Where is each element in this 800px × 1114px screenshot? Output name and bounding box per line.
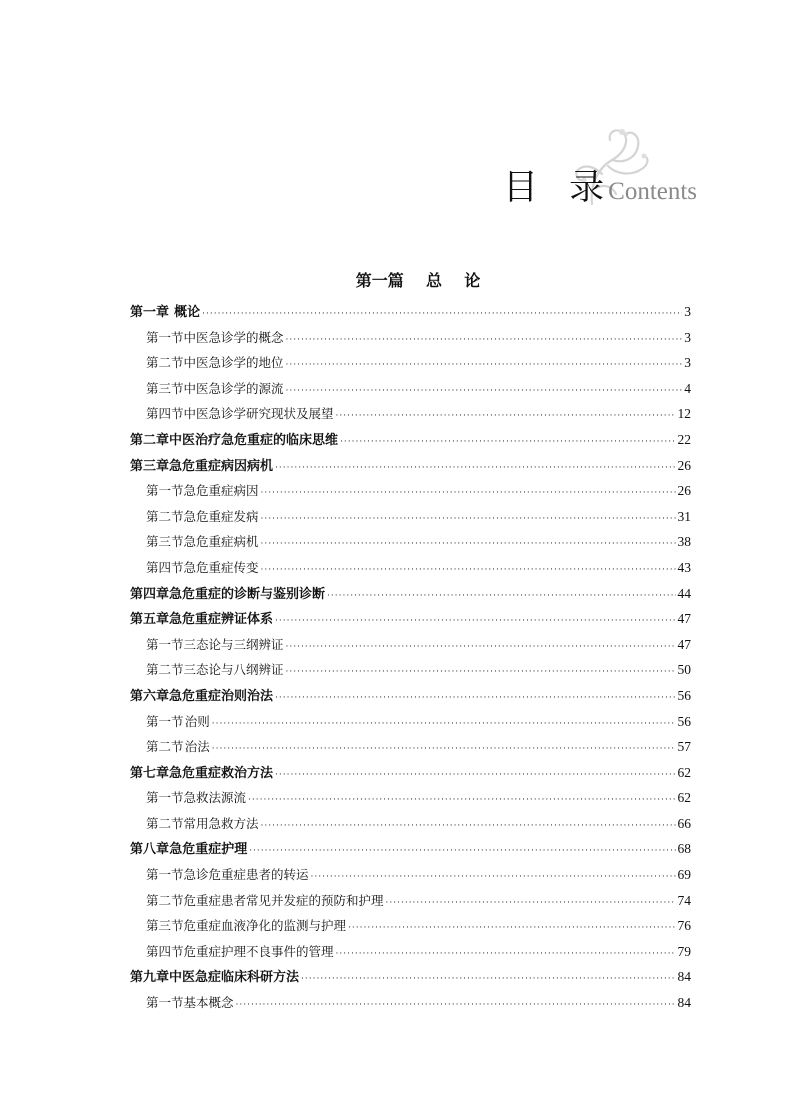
toc-page-number: 3 [684,329,691,345]
toc-entry-number: 第一节 [146,867,184,883]
dot-leader [261,481,676,507]
toc-entry-number: 第二节 [146,662,184,678]
toc-chapter-entry[interactable] [130,427,691,453]
toc-entry-title: 治则 [184,713,210,729]
toc-entry-number: 第一节 [146,483,184,499]
toc-entry-number: 第二节 [146,892,184,908]
part-title: 第一篇 总 论 [355,271,481,290]
dot-leader [286,328,683,354]
dot-leader [212,737,676,763]
toc-section-entry[interactable] [130,555,691,581]
toc-page-number: 3 [684,304,691,319]
toc-entry-title: 急诊危重症患者的转运 [183,867,309,883]
toc-entry-number: 第四节 [146,406,184,422]
toc-entry-title: 概论 [174,305,201,320]
toc-entry-title: 危重症护理不良事件的管理 [183,943,334,959]
dot-leader [275,763,675,789]
toc-section-entry[interactable] [130,504,691,530]
toc-entry-number: 第五章 [130,612,170,628]
dot-leader [212,712,676,738]
toc-entry-number: 第九章 [130,970,170,986]
toc-entry-number: 第二章 [130,432,170,448]
toc-page-number: 84 [677,995,691,1011]
toc-entry-number: 第一节 [146,713,184,729]
page-title [503,160,697,210]
dot-leader [275,609,675,635]
toc-entry-number: 第三章 [130,458,170,474]
toc-chapter-entry[interactable] [130,836,691,862]
toc-entry-title: 常用急救方法 [183,815,259,831]
toc-entry-title: 急危重症护理 [169,842,248,858]
dot-leader [286,353,683,379]
toc-page-number: 26 [677,483,691,499]
toc-chapter-entry[interactable] [130,964,691,990]
toc-entry-number: 第三节 [146,918,184,934]
toc-page-number: 76 [677,918,691,934]
toc-page-number: 84 [677,969,691,985]
toc-page-number: 43 [677,559,691,575]
toc-entry-number: 第六章 [130,688,170,704]
toc-entry-title: 急危重症病因 [183,483,259,499]
dot-leader [286,635,676,661]
dot-leader [301,967,675,993]
toc-entry-number: 第一节 [146,329,184,345]
toc-chapter-entry[interactable] [130,606,691,632]
toc-chapter-entry[interactable] [130,453,691,479]
toc-page-number: 38 [677,534,691,550]
toc-chapter-entry[interactable] [130,683,691,709]
dot-leader [286,660,676,686]
toc-entry-number: 第一节 [146,636,184,652]
table-of-contents [130,299,691,1016]
toc-entry-title: 危重症血液净化的监测与护理 [183,918,347,934]
toc-page-number: 66 [677,815,691,831]
toc-section-entry[interactable] [130,862,691,888]
toc-section-entry[interactable] [130,709,691,735]
dot-leader [336,942,676,968]
toc-entry-title: 急危重症的诊断与鉴别诊断 [169,586,326,602]
toc-section-entry[interactable] [130,888,691,914]
toc-entry-number: 第四节 [146,559,184,575]
toc-section-entry[interactable] [130,632,691,658]
toc-entry-title: 急危重症病因病机 [169,458,274,474]
toc-section-entry[interactable] [130,990,691,1016]
toc-entry-title: 危重症患者常见并发症的预防和护理 [183,892,384,908]
toc-entry-number: 第四节 [146,943,184,959]
toc-entry-number: 第三节 [146,534,184,550]
toc-entry-number: 第一节 [146,790,184,806]
toc-section-entry[interactable] [130,325,691,351]
dot-leader [275,686,675,712]
toc-entry-title: 急救法源流 [183,790,247,806]
toc-section-entry[interactable] [130,478,691,504]
toc-section-entry[interactable] [130,376,691,402]
toc-entry-title: 急危重症治则治法 [169,688,274,704]
toc-chapter-entry[interactable] [130,581,691,607]
toc-page-number: 62 [677,764,691,780]
toc-entry-number: 第二节 [146,355,184,371]
toc-section-entry[interactable] [130,939,691,965]
toc-section-entry[interactable] [130,785,691,811]
toc-entry-title: 中医急诊学研究现状及展望 [183,406,334,422]
toc-page-number: 56 [677,713,691,729]
toc-entry-number: 第二节 [146,815,184,831]
dot-leader [248,788,675,814]
toc-page-number: 57 [677,739,691,755]
toc-entry-title: 中医急诊学的源流 [183,380,284,396]
toc-entry-title: 治法 [184,739,210,755]
dot-leader [236,993,676,1019]
toc-chapter-entry[interactable] [130,299,691,325]
toc-entry-title: 中医急症临床科研方法 [169,970,300,986]
dot-leader [286,379,683,405]
toc-page-number: 47 [677,611,691,627]
title-chinese: 目 录 [503,168,615,208]
toc-page-number: 50 [677,662,691,678]
toc-entry-title: 三态论与三纲辨证 [183,636,284,652]
toc-entry-title: 急危重症辨证体系 [169,612,274,628]
toc-page-number: 56 [677,687,691,703]
dot-leader [261,532,676,558]
toc-entry-title: 中医急诊学的概念 [183,329,284,345]
dot-leader [261,507,676,533]
toc-page-number: 74 [677,892,691,908]
dot-leader [336,404,676,430]
toc-page-number: 12 [677,406,691,422]
title-english: Contents [608,178,698,205]
toc-entry-number: 第一节 [146,995,184,1011]
dot-leader [275,456,675,482]
toc-entry-title: 三态论与八纲辨证 [183,662,284,678]
toc-entry-title: 中医治疗急危重症的临床思维 [169,432,339,448]
toc-page-number: 22 [677,431,691,447]
toc-section-entry[interactable] [130,657,691,683]
toc-entry-title: 急危重症病机 [183,534,259,550]
toc-entry-number: 第七章 [130,765,170,781]
toc-section-entry[interactable] [130,529,691,555]
toc-entry-number: 第二节 [146,739,184,755]
dot-leader [261,814,676,840]
toc-page-number: 4 [684,380,691,396]
dot-leader [249,839,675,865]
toc-section-entry[interactable] [130,811,691,837]
toc-section-entry[interactable] [130,350,691,376]
toc-chapter-entry[interactable] [130,760,691,786]
toc-page-number: 26 [677,457,691,473]
toc-page-number: 62 [677,790,691,806]
toc-page-number: 68 [677,841,691,857]
toc-section-entry[interactable] [130,401,691,427]
toc-entry-number: 第一章 [130,305,170,320]
toc-entry-number: 第二节 [146,508,184,524]
dot-leader [348,916,675,942]
toc-entry-title: 中医急诊学的地位 [183,355,284,371]
toc-page-number: 44 [677,585,691,601]
toc-entry-title: 急危重症救治方法 [169,765,274,781]
toc-entry-number: 第八章 [130,842,170,858]
toc-entry-title: 急危重症传变 [183,559,259,575]
dot-leader [327,584,675,610]
toc-page-number: 69 [677,867,691,883]
toc-section-entry[interactable] [130,734,691,760]
toc-entry-title: 基本概念 [183,995,234,1011]
dot-leader [340,430,675,456]
toc-page-number: 31 [677,508,691,524]
toc-entry-title: 急危重症发病 [183,508,259,524]
toc-entry-number: 第三节 [146,380,184,396]
dot-leader [261,558,676,584]
toc-page-number: 79 [677,943,691,959]
toc-entry-number: 第四章 [130,586,170,602]
toc-page-number: 47 [677,636,691,652]
toc-section-entry[interactable] [130,913,691,939]
toc-page-number: 3 [684,355,691,371]
dot-leader [386,891,676,917]
